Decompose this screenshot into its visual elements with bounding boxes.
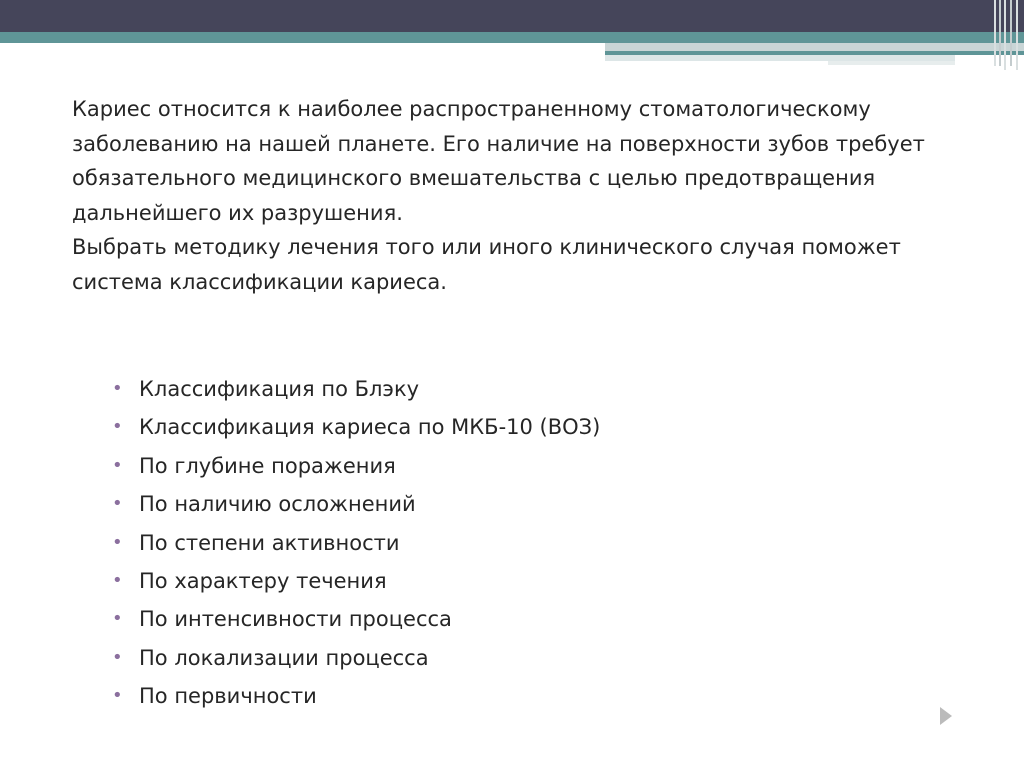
classification-list <box>112 370 812 716</box>
list-item-label: По глубине поражения <box>139 453 396 478</box>
header-vertical-stripe <box>1010 0 1012 66</box>
list-item-label: Классификация по Блэку <box>139 377 420 401</box>
list-item-label: Классификация кариеса по МКБ-10 (ВОЗ) <box>139 415 601 440</box>
list-item <box>112 524 812 562</box>
list-item-label: По первичности <box>139 684 317 709</box>
bullet-icon: • <box>112 608 123 630</box>
bullet-icon: • <box>112 570 123 592</box>
header-vertical-stripe <box>999 0 1001 66</box>
list-item-label: По интенсивности процесса <box>139 607 452 632</box>
header-vertical-stripe <box>1004 0 1006 70</box>
list-item <box>112 639 812 677</box>
header-band-teal <box>0 32 1024 43</box>
play-arrow-icon[interactable] <box>940 707 952 725</box>
bullet-icon: • <box>112 646 123 668</box>
list-item <box>112 370 812 408</box>
bullet-icon: • <box>112 531 123 553</box>
bullet-icon: • <box>112 416 123 438</box>
bullet-icon: • <box>112 685 123 707</box>
header-band-dark <box>0 0 1024 32</box>
header-accent-light-2 <box>828 61 955 65</box>
list-item <box>112 562 812 600</box>
intro-text <box>72 92 992 299</box>
header-vertical-stripe <box>994 0 996 66</box>
list-item-label: По наличию осложнений <box>139 492 416 517</box>
header-accent-gray <box>605 43 1024 51</box>
bullet-icon: • <box>112 493 123 515</box>
bullet-icon: • <box>112 454 123 476</box>
list-item <box>112 408 812 446</box>
list-item-label: По характеру течения <box>139 569 387 594</box>
intro-paragraph-1: Кариес относится к наиболее распространенному стоматологическому заболеванию на нашей планете. Его наличие на поверхности зубов требует обязательного медицинского вмешательства с целью предотвращения дальнейшего их разрушения. <box>72 97 925 225</box>
list-item <box>112 600 812 638</box>
list-item <box>112 485 812 523</box>
list-item <box>112 447 812 485</box>
list-item <box>112 677 812 715</box>
list-item-label: По степени активности <box>139 530 400 555</box>
list-item-label: По локализации процесса <box>139 645 429 670</box>
intro-paragraph-2: Выбрать методику лечения того или иного клинического случая поможет система классификации кариеса. <box>72 235 901 294</box>
bullet-icon: • <box>112 378 123 399</box>
header-vertical-stripe <box>1016 0 1018 70</box>
